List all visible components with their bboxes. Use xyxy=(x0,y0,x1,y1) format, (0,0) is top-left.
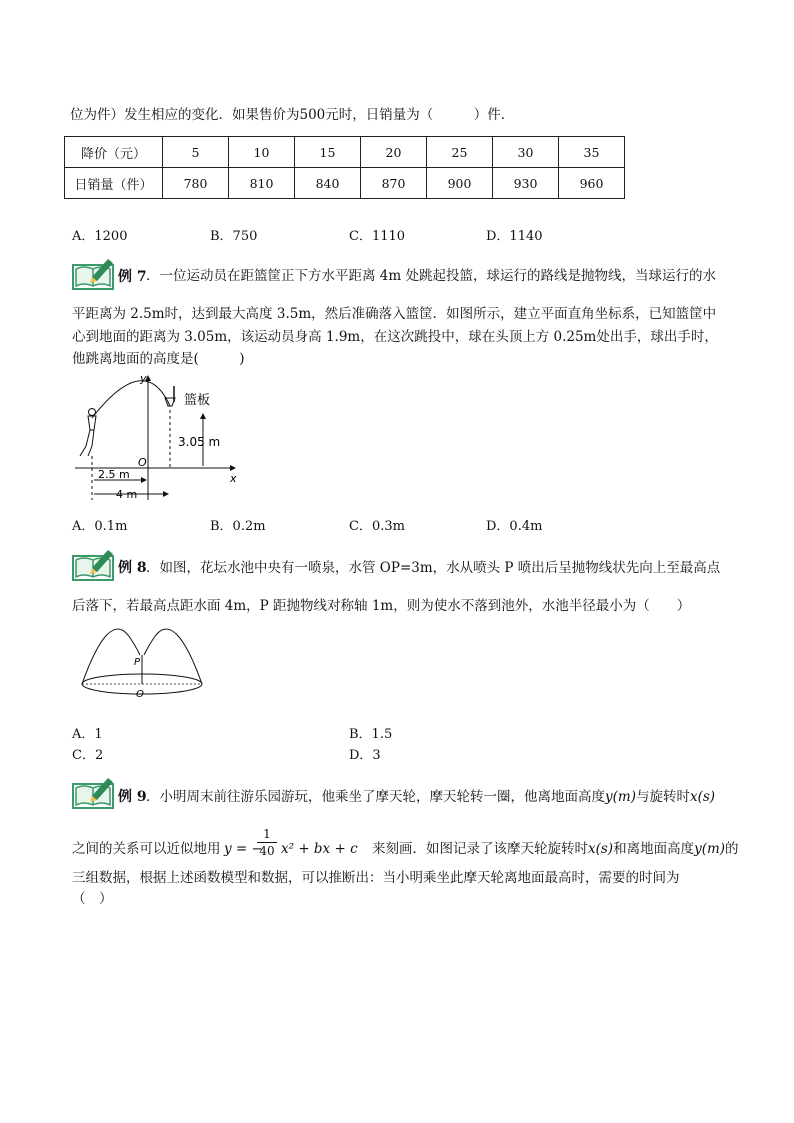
option-b: B．1.5 xyxy=(349,727,393,742)
point-o-label: O xyxy=(136,689,144,700)
option-a: A．0.1m xyxy=(72,519,128,534)
y-axis-label: y xyxy=(140,372,147,385)
option-c: C．1110 xyxy=(349,229,406,244)
line-text: ．小明周末前往游乐园游玩，他乘坐了摩天轮，摩天轮转一圈，他离地面高度 xyxy=(146,789,605,805)
table-cell: 840 xyxy=(295,168,361,199)
formula-fraction xyxy=(257,826,277,859)
table-cell: 10 xyxy=(229,137,295,168)
example-7-label: 例 7 xyxy=(118,269,147,285)
option-b: B．0.2m xyxy=(210,519,266,534)
option-c: C．0.3m xyxy=(349,519,405,534)
fraction-denominator: 40 xyxy=(259,844,275,858)
example-9-line-2b xyxy=(372,838,739,860)
math-y-of-m: y(m) xyxy=(605,789,636,805)
line-text: 来刻画．如图记录了该摩天轮旋转时 xyxy=(372,841,588,857)
line-text: 与旋转时 xyxy=(635,789,690,805)
table-cell: 35 xyxy=(559,137,625,168)
table-cell: 810 xyxy=(229,168,295,199)
x-axis-label: x xyxy=(230,472,237,485)
example-8-line-2: 后落下，若最高点距水面 4m，P 距抛物线对称轴 1m，则为使水不落到池外，水池半径最小为（ ） xyxy=(72,598,691,614)
book-pencil-icon xyxy=(72,774,118,810)
backboard-label: 篮板 xyxy=(184,393,211,408)
example-7-line-2: 平距离为 2.5m时，达到最大高度 3.5m，然后准确落入篮筐．如图所示，建立平面直角坐标系，已知篮筐中 xyxy=(72,306,717,322)
table-header-cell: 日销量（件） xyxy=(65,168,163,199)
example-7-line-3: 心到地面的距离为 3.05m，该运动员身高 1.9m，在这次跳投中，球在头顶上方 0.25m处出手，球出手时， xyxy=(72,329,718,345)
table-cell: 30 xyxy=(493,137,559,168)
rim-height-label: 3.05 m xyxy=(178,435,221,449)
line-text: 和离地面高度 xyxy=(613,841,695,857)
option-c: C．2 xyxy=(72,748,104,763)
math-y-of-m: y(m) xyxy=(694,841,726,857)
table-cell: 870 xyxy=(361,168,427,199)
table-cell: 15 xyxy=(295,137,361,168)
option-a: A．1 xyxy=(72,727,103,742)
point-p-label: P xyxy=(134,657,141,668)
option-d: D．3 xyxy=(349,748,381,763)
table-cell: 25 xyxy=(427,137,493,168)
table-row xyxy=(65,168,625,199)
example-7-line-1: ．一位运动员在距篮筐正下方水平距离 4m 处跳起投篮，球运行的路线是抛物线，当球运行的水 xyxy=(146,268,716,284)
origin-label: O xyxy=(138,456,147,469)
table-cell: 930 xyxy=(493,168,559,199)
distance-label-1: 2.5 m xyxy=(98,468,130,481)
example-8-line-1: ．如图，花坛水池中央有一喷泉，水管 OP=3m，水从喷头 P 喷出后呈抛物线状先向上至最高点 xyxy=(146,560,721,576)
table-cell: 960 xyxy=(559,168,625,199)
example-9-line-4: （ ） xyxy=(72,891,113,907)
example-9-label: 例 9 xyxy=(118,789,147,805)
example-7-line-4: 他跳离地面的高度是( ) xyxy=(72,351,245,367)
option-d: D．1140 xyxy=(486,229,543,244)
formula-rest: x² + bx + c xyxy=(281,841,358,857)
book-pencil-icon xyxy=(72,546,118,582)
distance-label-2: 4 m xyxy=(116,488,138,501)
math-x-of-s: x(s) xyxy=(588,841,614,857)
book-pencil-icon xyxy=(72,255,118,291)
line-text: 的 xyxy=(725,841,739,857)
table-cell: 20 xyxy=(361,137,427,168)
option-a: A．1200 xyxy=(72,229,128,244)
table-row xyxy=(65,137,625,168)
table-cell: 5 xyxy=(163,137,229,168)
table-cell: 900 xyxy=(427,168,493,199)
fountain-figure xyxy=(78,625,208,701)
formula-lhs: y = − xyxy=(224,841,263,857)
example-9-line-1 xyxy=(146,786,715,808)
math-x-of-s: x(s) xyxy=(689,789,716,805)
price-sales-table xyxy=(64,136,625,199)
example-9-line-3: 三组数据，根据上述函数模型和数据，可以推断出：当小明乘坐此摩天轮离地面最高时，需要的时间为 xyxy=(72,870,680,886)
example-8-label: 例 8 xyxy=(118,560,147,576)
intro-text: 位为件）发生相应的变化．如果售价为500元时，日销量为（ ）件． xyxy=(70,107,515,123)
fraction-numerator: 1 xyxy=(257,826,277,843)
option-b: B．750 xyxy=(210,229,258,244)
option-d: D．0.4m xyxy=(486,519,543,534)
example-9-line-2a: 之间的关系可以近似地用 xyxy=(72,841,221,857)
table-header-cell: 降价（元） xyxy=(65,137,163,168)
basketball-figure xyxy=(70,370,250,502)
table-cell: 780 xyxy=(163,168,229,199)
